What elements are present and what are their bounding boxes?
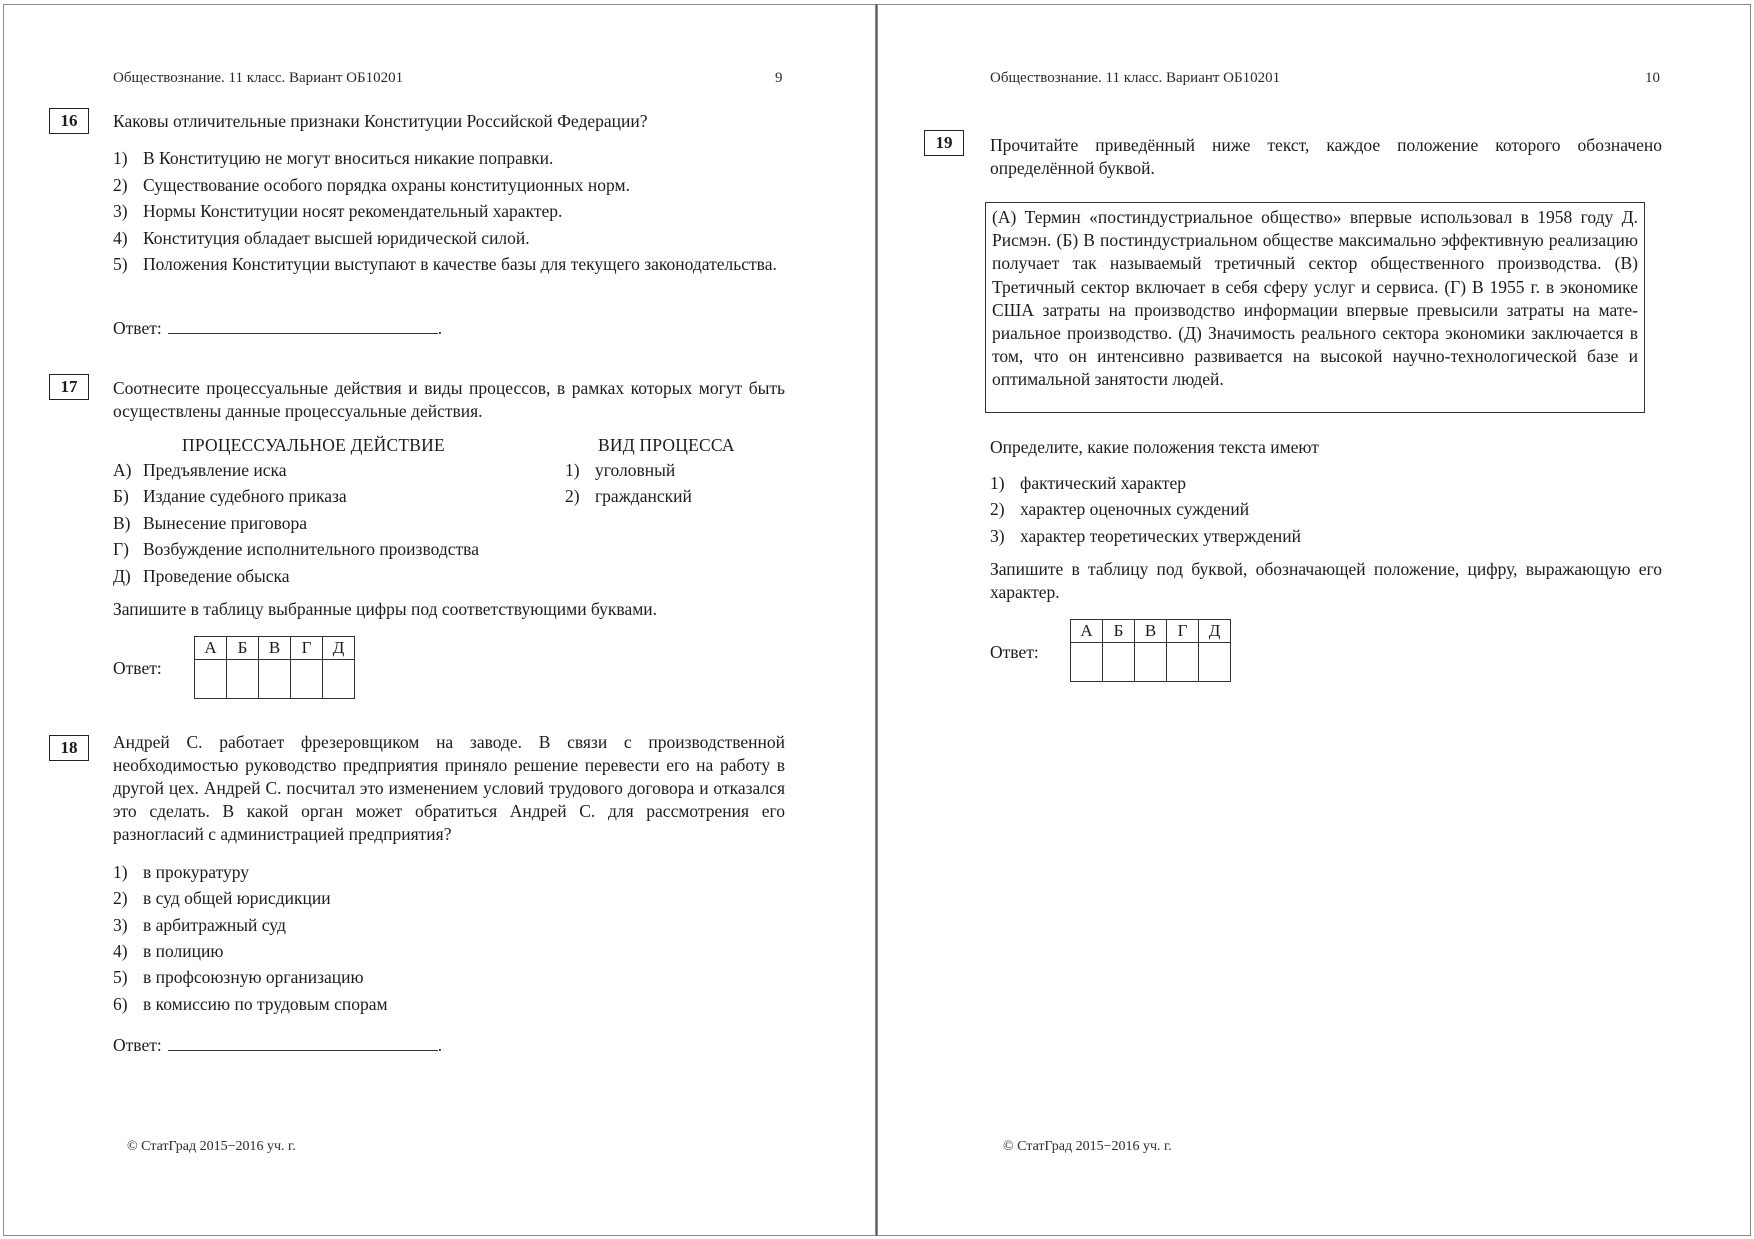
action-letter: Д) [113,566,131,586]
question-number-16: 16 [49,108,89,134]
option-text: Конституция обладает высшей юридической силой. [143,228,530,248]
q17-answer-table [194,636,355,699]
page-number: 10 [1645,70,1660,86]
actions-column-header: ПРОЦЕССУАЛЬНОЕ ДЕЙСТВИЕ [182,435,445,455]
option-text: в суд общей юрисдикции [143,888,331,908]
page-header-title: Обществознание. 11 класс. Вариант ОБ10201 [113,70,404,86]
q18-option-3[interactable] [113,914,286,937]
table-header-g: Г [291,637,323,660]
q19-determine-prompt: Определите, какие положения текста имеют [990,437,1319,457]
question-number-19: 19 [924,130,964,156]
q17-process-2 [565,485,692,508]
answer-cell-v[interactable] [259,660,291,699]
action-text: Вынесение приговора [143,513,308,533]
page-number: 9 [775,70,783,86]
process-text: уголовный [595,460,676,480]
q19-passage-box: (А) Термин «постиндустриальное общество» впервые использовал в 1958 году Д. Рисмэн. (Б) В постиндустриальном обществе максимально эффективную реализацию получает так называемый третичный сектор общественного производства. (В) Третичный сектор включает в себя сферу услуг и сервиса. (Г) В 1955 г. в экономике США затраты на производство информации впервые превысили затраты на мате-риальное производство. (Д) Значимость реального сектора экономики заключается в том, что он интенсивно развивается на высокой научно-технологической базе и оптимальной занятости людей. [985,202,1645,413]
answer-cell-d[interactable] [1199,643,1231,682]
q18-option-2[interactable] [113,887,331,910]
q17-process-1 [565,459,675,482]
q18-option-4[interactable] [113,940,223,963]
q16-option-3[interactable] [113,200,562,223]
q17-action-v [113,512,307,535]
answer-cell-a[interactable] [195,660,227,699]
q19-instruction: Запишите в таблицу под буквой, обозначающей положение, цифру, выражающую его характер. [990,559,1662,602]
question-number-18: 18 [49,735,89,761]
answer-cell-d[interactable] [323,660,355,699]
q18-option-5[interactable] [113,966,364,989]
q16-option-4[interactable] [113,227,530,250]
action-letter: Б) [113,486,129,506]
option-text: в комиссию по трудовым спорам [143,994,388,1014]
option-number: 4) [113,228,128,248]
option-text: характер оценочных суждений [1020,499,1250,519]
table-header-d: Д [1199,620,1231,643]
question-16-text: Каковы отличительные признаки Конституции Российской Федерации? [113,111,648,131]
option-number: 3) [113,201,128,221]
q16-option-2[interactable] [113,174,630,197]
process-number: 1) [565,460,580,480]
answer-label: Ответ: [113,318,162,338]
option-number: 5) [113,967,128,987]
q17-instruction: Запишите в таблицу выбранные цифры под соответствующими буквами. [113,599,658,619]
q18-answer-input[interactable] [168,1035,438,1051]
q18-option-6[interactable] [113,993,388,1016]
option-number: 4) [113,941,128,961]
q16-option-5-number: 5) [113,254,128,274]
answer-cell-g[interactable] [291,660,323,699]
option-number: 6) [113,994,128,1014]
question-number-17: 17 [49,374,89,400]
answer-cell-b[interactable] [227,660,259,699]
q17-action-d [113,565,290,588]
right-page [877,0,1754,1239]
right-page-border [877,4,1751,1236]
q19-option-2[interactable] [990,498,1249,521]
option-text: в профсоюзную организацию [143,967,364,987]
option-text: в арбитражный суд [143,915,286,935]
action-letter: Г) [113,539,129,559]
action-letter: А) [113,460,132,480]
option-number: 1) [113,862,128,882]
page-header-title: Обществознание. 11 класс. Вариант ОБ10201 [990,70,1281,86]
table-header-a: А [195,637,227,660]
process-text: гражданский [595,486,692,506]
q19-answer-table [1070,619,1231,682]
option-number: 3) [990,526,1005,546]
option-number: 1) [113,148,128,168]
option-text: Нормы Конституции носят рекомендательный характер. [143,201,563,221]
answer-cell-a[interactable] [1071,643,1103,682]
option-text: характер теоретических утверждений [1020,526,1302,546]
q18-option-1[interactable] [113,861,249,884]
question-19-text: Прочитайте приведённый ниже текст, каждое положение которого обозначено определённой буквой. [990,135,1662,178]
table-header-b: Б [1103,620,1135,643]
q17-answer-label: Ответ: [113,658,162,678]
processes-column-header: ВИД ПРОЦЕССА [598,435,735,455]
action-text: Предъявление иска [143,460,287,480]
table-header-v: В [1135,620,1167,643]
q16-option-1[interactable] [113,147,553,170]
question-17-text: Соотнесите процессуальные действия и виды процессов, в рамках которых могут быть осуществлены данные процессуальные действия. [113,378,785,421]
q19-option-1[interactable] [990,472,1186,495]
answer-cell-v[interactable] [1135,643,1167,682]
process-number: 2) [565,486,580,506]
q18-answer [113,1035,442,1056]
option-number: 1) [990,473,1005,493]
q17-action-b [113,485,347,508]
answer-label: Ответ: [113,1035,162,1055]
option-number: 3) [113,915,128,935]
action-text: Возбуждение исполнительного производства [143,539,479,559]
q16-option-5[interactable]: Положения Конституции выступают в качестве базы для текущего законодательства. [143,254,777,274]
option-text: в полицию [143,941,224,961]
table-header-d: Д [323,637,355,660]
option-text: в прокуратуру [143,862,250,882]
option-number: 2) [990,499,1005,519]
option-number: 2) [113,175,128,195]
answer-cell-g[interactable] [1167,643,1199,682]
action-text: Проведение обыска [143,566,290,586]
q19-option-3[interactable] [990,525,1301,548]
option-text: В Конституцию не могут вноситься никакие поправки. [143,148,554,168]
page-footer: © СтатГрад 2015−2016 уч. г. [127,1139,296,1154]
action-letter: В) [113,513,131,533]
question-18-text: Андрей С. работает фрезеровщиком на заводе. В связи с производственной необходимостью руководство предприятия приняло решение перевести его на работу в другой цех. Андрей С. посчитал это изменением условий трудового договора и отказался это сделать. В какой орган может обратиться Андрей С. для рассмотрения его разногласий с администрацией предприятия? [113,732,785,844]
table-header-a: А [1071,620,1103,643]
option-text: фактический характер [1020,473,1187,493]
action-text: Издание судебного приказа [143,486,347,506]
option-number: 2) [113,888,128,908]
answer-period: . [437,1035,443,1055]
q16-answer [113,318,442,339]
table-header-v: В [259,637,291,660]
table-header-g: Г [1167,620,1199,643]
option-text: Существование особого порядка охраны конституционных норм. [143,175,630,195]
q19-answer-label: Ответ: [990,642,1039,662]
page-footer: © СтатГрад 2015−2016 уч. г. [1003,1139,1172,1154]
answer-period: . [437,318,443,338]
answer-cell-b[interactable] [1103,643,1135,682]
q16-answer-input[interactable] [168,318,438,334]
q17-action-a [113,459,286,482]
table-header-b: Б [227,637,259,660]
q17-action-g [113,538,479,561]
